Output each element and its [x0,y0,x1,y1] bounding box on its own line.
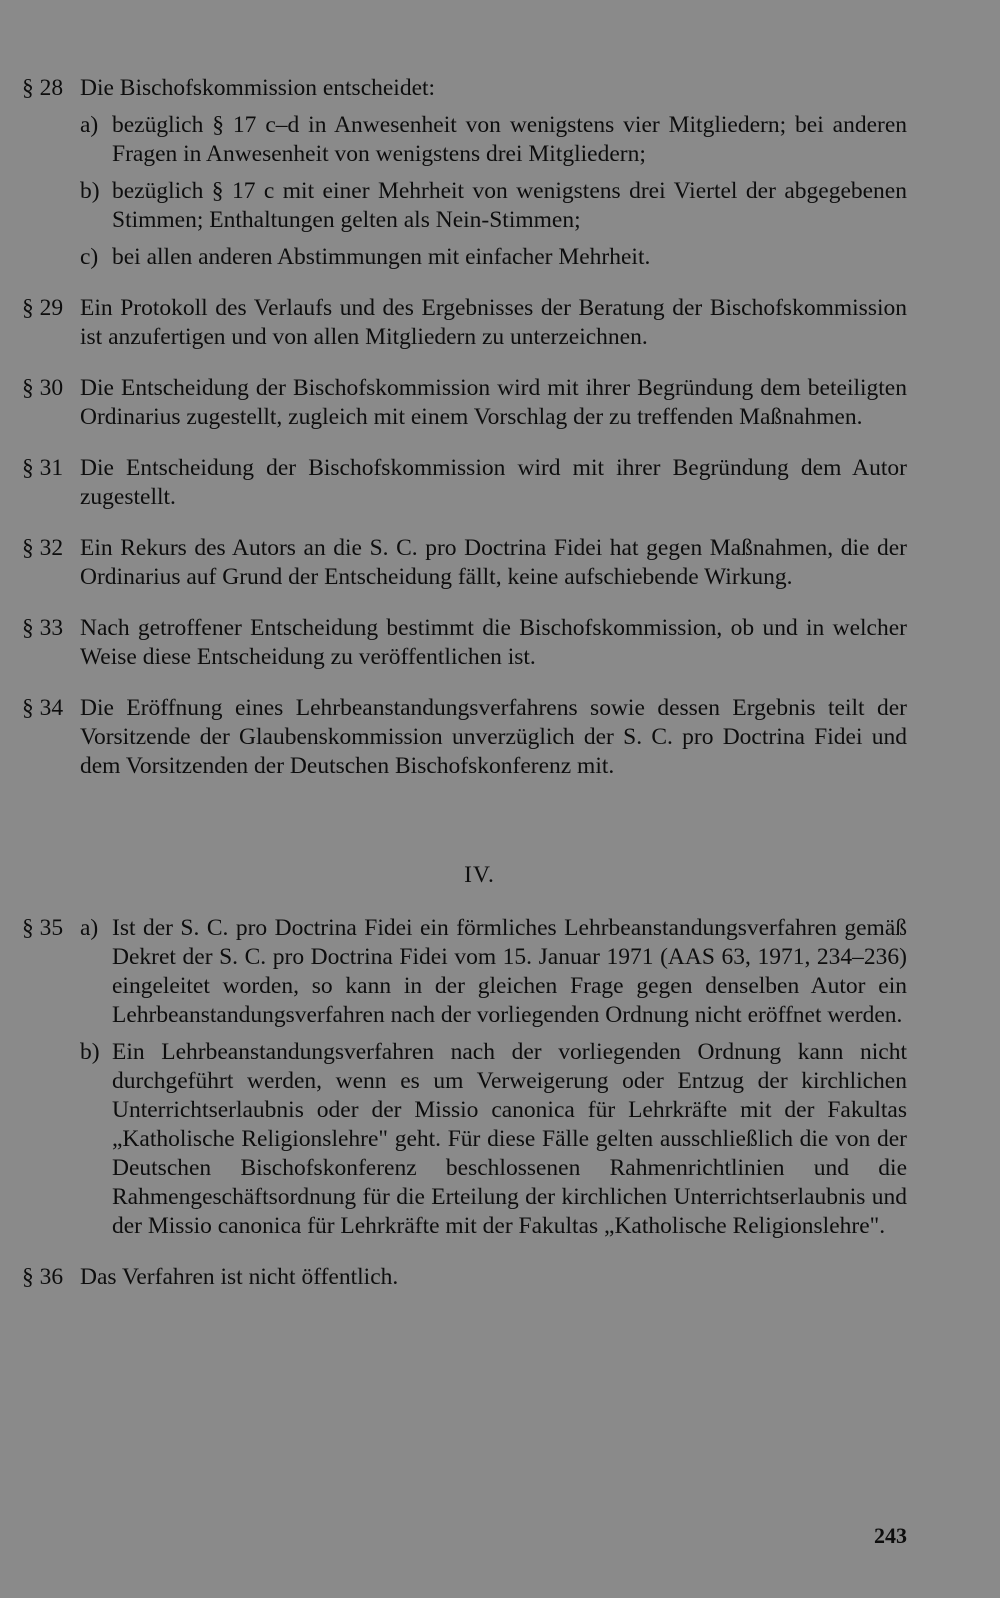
subparagraph-text: Ist der S. C. pro Doctrina Fidei ein förmliches Lehrbeanstandungsverfahren gemäß Dekret der S. C. pro Doctrina Fidei vom 15. Januar 1971 (AAS 63, 1971, 234–236) eingeleitet worden, so kann in der gleichen Frage gegen denselben Autor ein Lehrbeanstandungsverfahren nach der vorliegenden Ordnung nicht eröffnet werden. [112,915,907,1028]
section-number: § 30 [22,375,64,401]
subparagraph-28c [80,243,907,272]
paragraph-text: Das Verfahren ist nicht öffentlich. [80,1264,399,1290]
page-content [22,74,907,1292]
paragraph-text: Die Entscheidung der Bischofskommission wird mit ihrer Begründung dem beteiligten Ordinarius zugestellt, zugleich mit einem Vorschlag der zu treffenden Maßnahmen. [80,375,907,430]
paragraph-28 [22,74,907,103]
subparagraph-letter: b) [80,178,100,204]
subparagraph-letter: b) [80,1039,100,1065]
subparagraph-28b [80,177,907,235]
paragraph-text: Ein Protokoll des Verlaufs und des Ergebnisses der Beratung der Bischofskommission ist anzufertigen und von allen Mitgliedern zu unterzeichnen. [80,295,907,350]
section-number: § 32 [22,535,64,561]
paragraph-36 [22,1263,907,1292]
section-number: § 31 [22,455,64,481]
paragraph-33 [22,614,907,672]
section-number: § 36 [22,1264,64,1290]
subparagraph-35b [80,1038,907,1241]
paragraph-text: Die Bischofskommission entscheidet: [80,75,436,101]
paragraph-text: Ein Rekurs des Autors an die S. C. pro Doctrina Fidei hat gegen Maßnahmen, die der Ordinarius auf Grund der Entscheidung fällt, keine aufschiebende Wirkung. [80,535,907,590]
paragraph-29 [22,294,907,352]
subparagraph-text: bezüglich § 17 c–d in Anwesenheit von wenigstens vier Mitgliedern; bei anderen Fragen in Anwesenheit von wenigstens drei Mitgliedern; [112,112,907,167]
paragraph-text: Die Entscheidung der Bischofskommission wird mit ihrer Begründung dem Autor zugestellt. [80,455,907,510]
subparagraph-text: bezüglich § 17 c mit einer Mehrheit von wenigstens drei Viertel der abgegebenen Stimmen; Enthaltungen gelten als Nein-Stimmen; [112,178,907,233]
subparagraph-28a [80,111,907,169]
subparagraph-letter: a) [80,112,99,138]
subparagraph-text: bei allen anderen Abstimmungen mit einfacher Mehrheit. [112,244,651,270]
subparagraph-letter: c) [80,244,99,270]
paragraph-text: Nach getroffener Entscheidung bestimmt die Bischofskommission, ob und in welcher Weise diese Entscheidung zu veröffentlichen ist. [80,615,907,670]
section-number: § 35 [22,915,64,941]
section-number: § 29 [22,295,64,321]
subparagraph-text: Ein Lehrbeanstandungsverfahren nach der vorliegenden Ordnung kann nicht durchgeführt werden, wenn es um Verweigerung oder Entzug der kirchlichen Unterrichtserlaubnis oder der Missio canonica für Lehrkräfte mit der Fakultas „Katholische Religionslehre" geht. Für diese Fälle gelten ausschließlich die von der Deutschen Bischofskonferenz beschlossenen Rahmenrichtlinien und die Rahmengeschäftsordnung für die Erteilung der kirchlichen Unterrichtserlaubnis und der Missio canonica für Lehrkräfte mit der Fakultas „Katholische Religionslehre". [112,1039,907,1239]
paragraph-30 [22,374,907,432]
section-number: § 28 [22,75,64,101]
paragraph-31 [22,454,907,512]
paragraph-34 [22,694,907,781]
paragraph-32 [22,534,907,592]
subparagraph-35a [80,914,907,1030]
paragraph-text: Die Eröffnung eines Lehrbeanstandungsverfahrens sowie dessen Ergebnis teilt der Vorsitzende der Glaubenskommission unverzüglich der S. C. pro Doctrina Fidei und dem Vorsitzenden der Deutschen Bischofskonferenz mit. [80,695,907,779]
section-number: § 34 [22,695,64,721]
subparagraph-letter: a) [80,915,99,941]
section-number: § 33 [22,615,64,641]
paragraph-35 [22,914,907,1241]
section-heading: IV. [464,862,495,888]
page-number: 243 [874,1523,907,1548]
